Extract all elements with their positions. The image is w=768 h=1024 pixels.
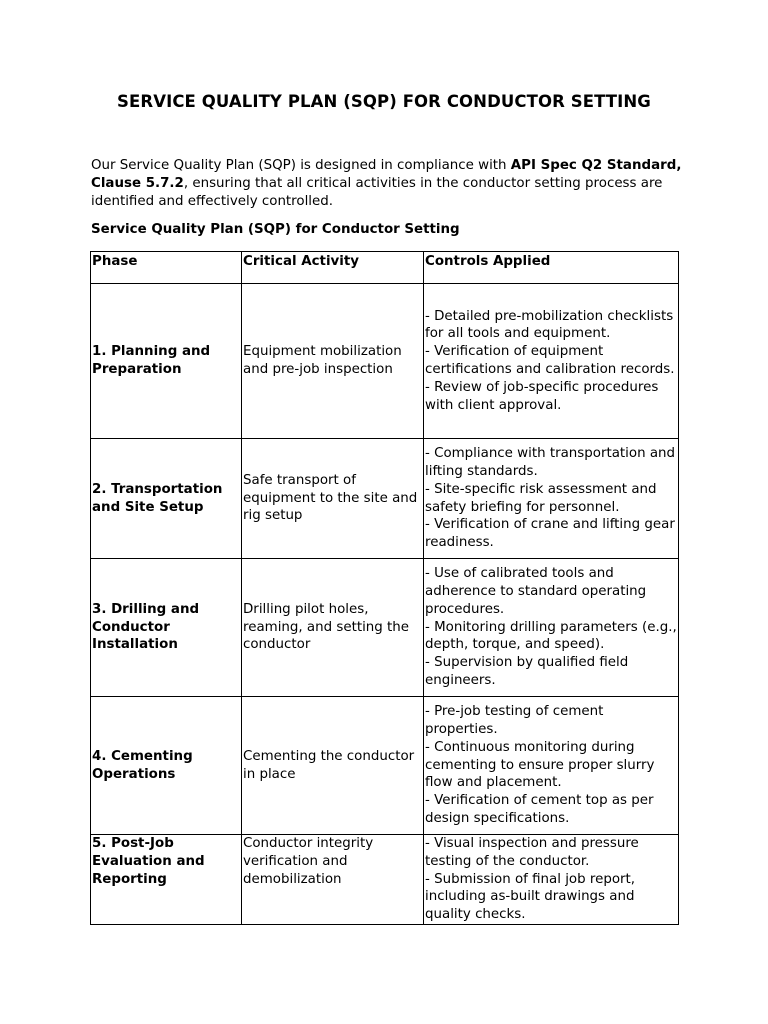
control-item: - Verification of crane and lifting gear readiness. [425,517,675,551]
table-row [91,697,679,835]
table-header-row [91,252,679,284]
controls-cell [424,439,679,559]
phase-cell: 5. Post-Job Evaluation and Reporting [91,835,242,925]
controls-cell [424,835,679,925]
controls-cell [424,559,679,697]
activity-cell: Conductor integrity verification and demobilization [242,835,424,925]
controls-cell [424,697,679,835]
header-phase: Phase [91,252,242,284]
control-item: - Continuous monitoring during cementing to ensure proper slurry flow and placement. [425,739,655,791]
header-controls-applied: Controls Applied [424,252,679,284]
header-critical-activity: Critical Activity [242,252,424,284]
table-row [91,559,679,697]
activity-cell: Cementing the conductor in place [242,697,424,835]
intro-paragraph [91,157,691,211]
control-item: - Review of job-specific procedures with client approval. [425,379,659,413]
table-row [91,284,679,439]
activity-cell: Equipment mobilization and pre-job inspection [242,284,424,439]
control-item: - Verification of cement top as per design specifications. [425,793,654,826]
table-row [91,835,679,925]
phase-cell: 4. Cementing Operations [91,697,242,835]
control-item: - Verification of equipment certifications and calibration records. [425,344,675,377]
phase-cell: 1. Planning and Preparation [91,284,242,439]
table-caption: Service Quality Plan (SQP) for Conductor Setting [91,222,460,237]
control-item: - Use of calibrated tools and adherence to standard operating procedures. [425,566,647,617]
intro-standard-reference: API Spec Q2 Standard, Clause 5.7.2 [91,158,682,191]
document-title: SERVICE QUALITY PLAN (SQP) FOR CONDUCTOR SETTING [117,92,651,111]
control-item: - Supervision by qualified field engineers. [425,655,629,688]
intro-text-end: , ensuring that all critical activities in the conductor setting process are identified and effectively controlled. [91,176,663,209]
control-item: - Pre-job testing of cement properties. [425,704,604,737]
control-item: - Submission of final job report, including as-built drawings and quality checks. [425,871,636,923]
table-row [91,439,679,559]
control-item: - Site-specific risk assessment and safety briefing for personnel. [425,481,657,515]
control-item: - Compliance with transportation and lifting standards. [425,446,676,479]
phase-cell: 2. Transportation and Site Setup [91,439,242,559]
control-item: - Detailed pre-mobilization checklists for all tools and equipment. [425,308,674,342]
controls-cell [424,284,679,439]
control-item: - Visual inspection and pressure testing of the conductor. [425,836,639,869]
activity-cell: Safe transport of equipment to the site and rig setup [242,439,424,559]
activity-cell: Drilling pilot holes, reaming, and setting the conductor [242,559,424,697]
phase-cell: 3. Drilling and Conductor Installation [91,559,242,697]
intro-text-start: Our Service Quality Plan (SQP) is designed in compliance with [91,158,511,173]
control-item: - Monitoring drilling parameters (e.g., depth, torque, and speed). [425,619,677,653]
sqp-table [90,251,679,925]
